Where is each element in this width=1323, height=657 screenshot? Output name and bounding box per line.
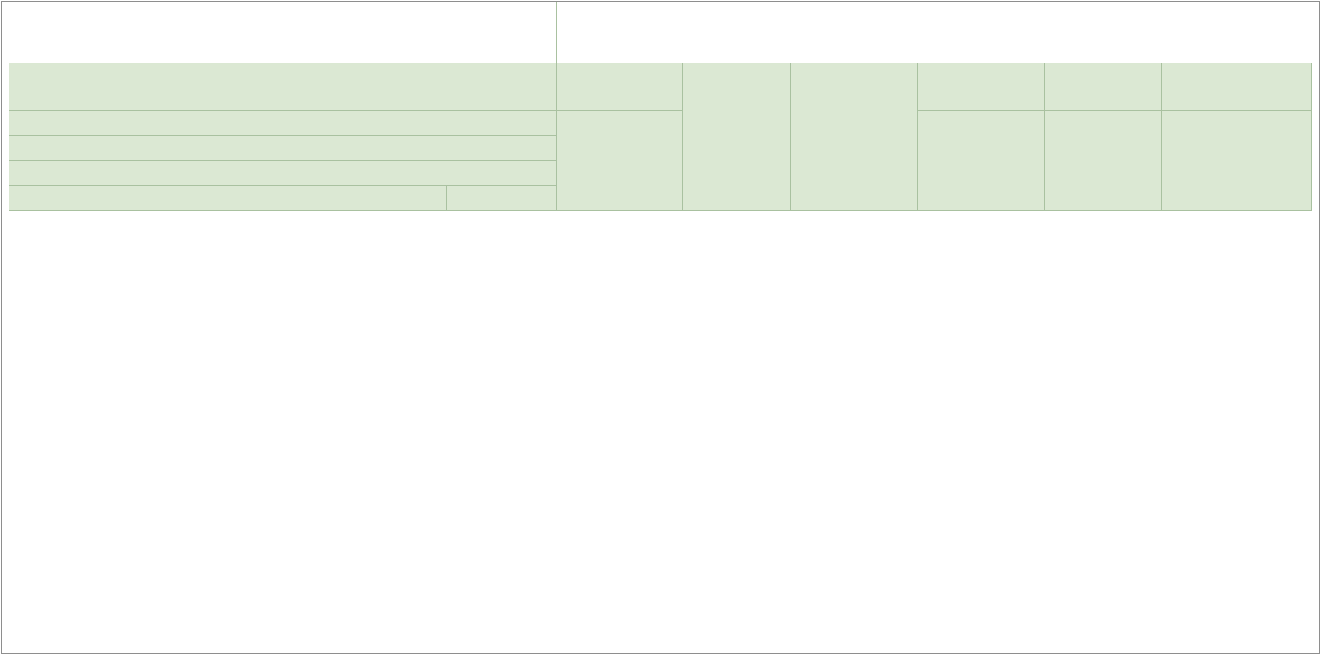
header-ifns <box>9 136 557 161</box>
header-transferred <box>1162 63 1312 111</box>
header-tax-base <box>791 63 918 211</box>
header-withheld-sub <box>1045 111 1162 211</box>
header-rate <box>447 186 557 211</box>
header-calculated <box>918 63 1045 111</box>
header-month <box>9 161 557 186</box>
report-frame <box>1 1 1320 654</box>
report-title <box>2 2 557 63</box>
header-calculated-sub <box>918 111 1045 211</box>
header-income-sub <box>557 111 683 211</box>
header-registrar <box>9 186 447 211</box>
header-organization <box>9 111 557 136</box>
header-period <box>9 63 557 111</box>
header-income <box>557 63 683 111</box>
header-deductions <box>683 63 791 211</box>
header-withheld <box>1045 63 1162 111</box>
header-transferred-sub <box>1162 111 1312 211</box>
